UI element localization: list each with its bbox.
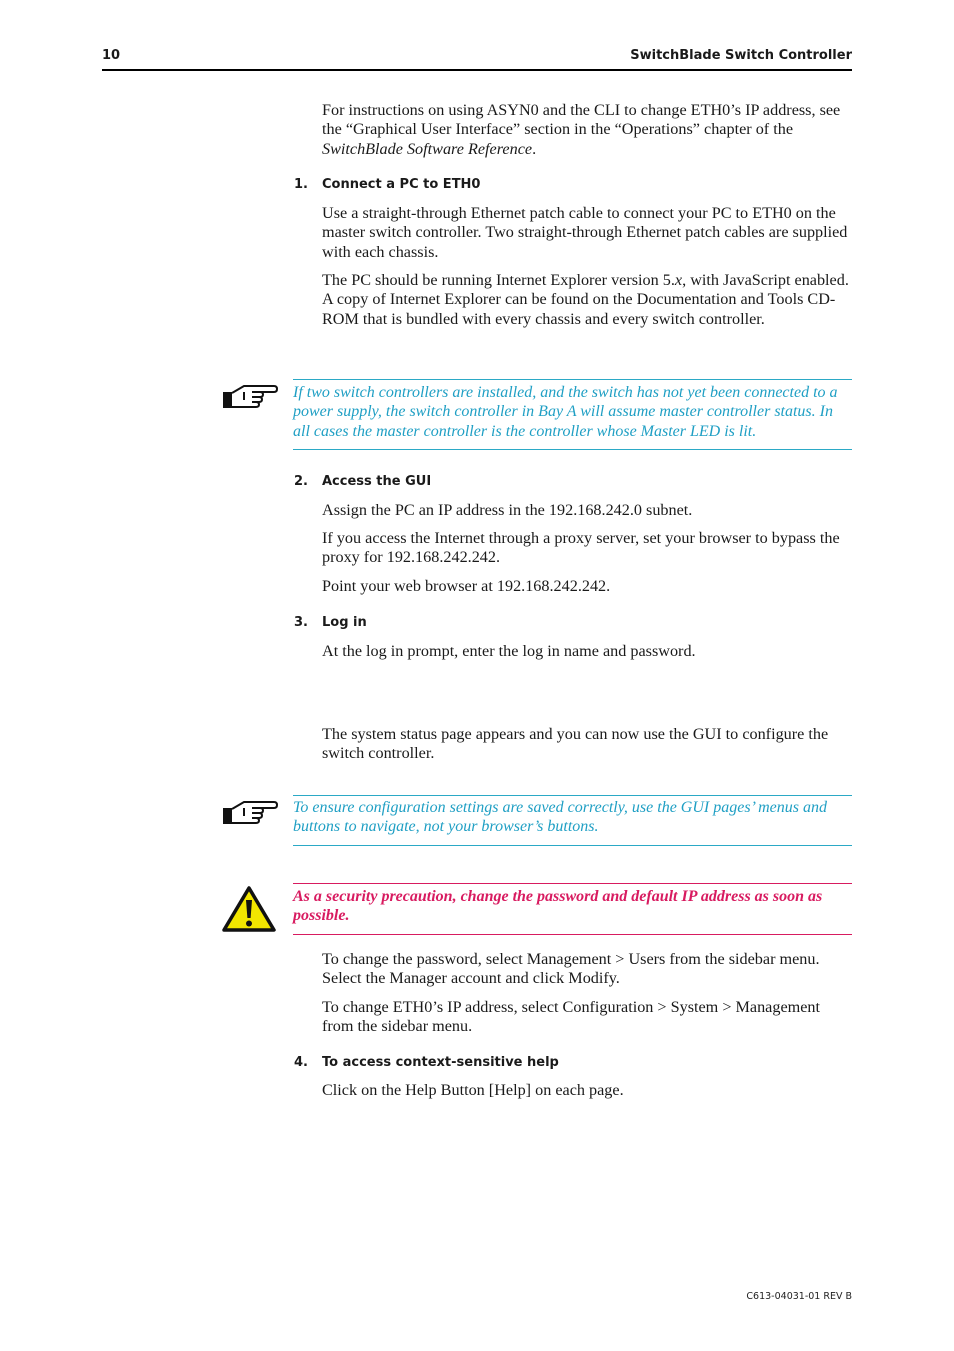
intro-text-end: . (532, 139, 537, 158)
browser-text-end: , with JavaScript enabled. A copy of Internet Explorer can be found on the Documentation and Tools CD-ROM that is bundled with every chassis and every switch controller. (322, 271, 849, 328)
change-ip-paragraph: To change ETH0’s IP address, select Configuration > System > Management from the sidebar menu. (322, 998, 820, 1036)
note-1-bottom-rule (293, 449, 852, 450)
step-2-paragraph-1: Assign the PC an IP address in the 192.168.242.0 subnet. (322, 501, 693, 519)
warning-text: As a security precaution, change the password and default IP address as soon as possible. (293, 888, 823, 925)
page-number: 10 (102, 48, 121, 63)
step-number: 3. (294, 615, 308, 630)
step-number: 1. (294, 177, 308, 192)
step-2-paragraph-2: If you access the Internet through a proxy server, set your browser to bypass the proxy for 192.168.242.242. (322, 529, 840, 567)
step-4-heading (294, 1055, 559, 1070)
pointing-hand-icon (222, 380, 278, 412)
step-title: Connect a PC to ETH0 (322, 177, 481, 192)
step-3-paragraph-1: At the log in prompt, enter the log in name and password. (322, 642, 696, 660)
browser-text: The PC should be running Internet Explorer version 5. (322, 271, 675, 289)
step-3-paragraph-2: The system status page appears and you can now use the GUI to configure the switch controller. (322, 725, 829, 763)
note-2-text: To ensure configuration settings are saved correctly, use the GUI pages’ menus and buttons to navigate, not your browser’s buttons. (293, 799, 828, 836)
step-number: 4. (294, 1055, 308, 1070)
running-title: SwitchBlade Switch Controller (630, 48, 852, 63)
intro-paragraph (322, 101, 852, 159)
step-4-paragraph-1: Click on the Help Button [Help] on each page. (322, 1081, 624, 1099)
warning-top-rule (293, 883, 852, 884)
step-title: To access context-sensitive help (322, 1055, 559, 1070)
step-title: Access the GUI (322, 474, 432, 489)
step-title: Log in (322, 615, 367, 630)
pointing-hand-icon (222, 796, 278, 828)
step-number: 2. (294, 474, 308, 489)
change-password-paragraph: To change the password, select Management > Users from the sidebar menu. Select the Manager account and click Modify. (322, 950, 820, 988)
page-header (102, 48, 852, 71)
step-3-heading (294, 615, 367, 630)
step-1-paragraph-1: Use a straight-through Ethernet patch cable to connect your PC to ETH0 on the master switch controller. Two straight-through Ethernet patch cables are supplied with each chassis. (322, 204, 848, 261)
warning-triangle-icon (222, 885, 276, 933)
step-2-paragraph-3: Point your web browser at 192.168.242.242. (322, 577, 611, 595)
step-2-heading (294, 474, 431, 489)
warning-bottom-rule (293, 934, 852, 935)
step-1-paragraph-2 (322, 271, 852, 329)
reference-title: SwitchBlade Software Reference (322, 139, 533, 158)
note-2-bottom-rule (293, 845, 852, 846)
step-1-heading (294, 177, 480, 192)
note-1-top-rule (293, 379, 852, 380)
intro-text: For instructions on using ASYN0 and the CLI to change ETH0’s IP address, see the “Graphical User Interface” section in the “Operations” chapter of the (322, 101, 841, 139)
note-2-top-rule (293, 795, 852, 796)
document-id: C613-04031-01 REV B (746, 1291, 852, 1302)
version-variable: x (674, 271, 683, 289)
note-1-text: If two switch controllers are installed, and the switch has not yet been connected to a power supply, the switch controller in Bay A will assume master controller status. In all cases the master controller is the controller whose Master LED is lit. (293, 384, 838, 440)
